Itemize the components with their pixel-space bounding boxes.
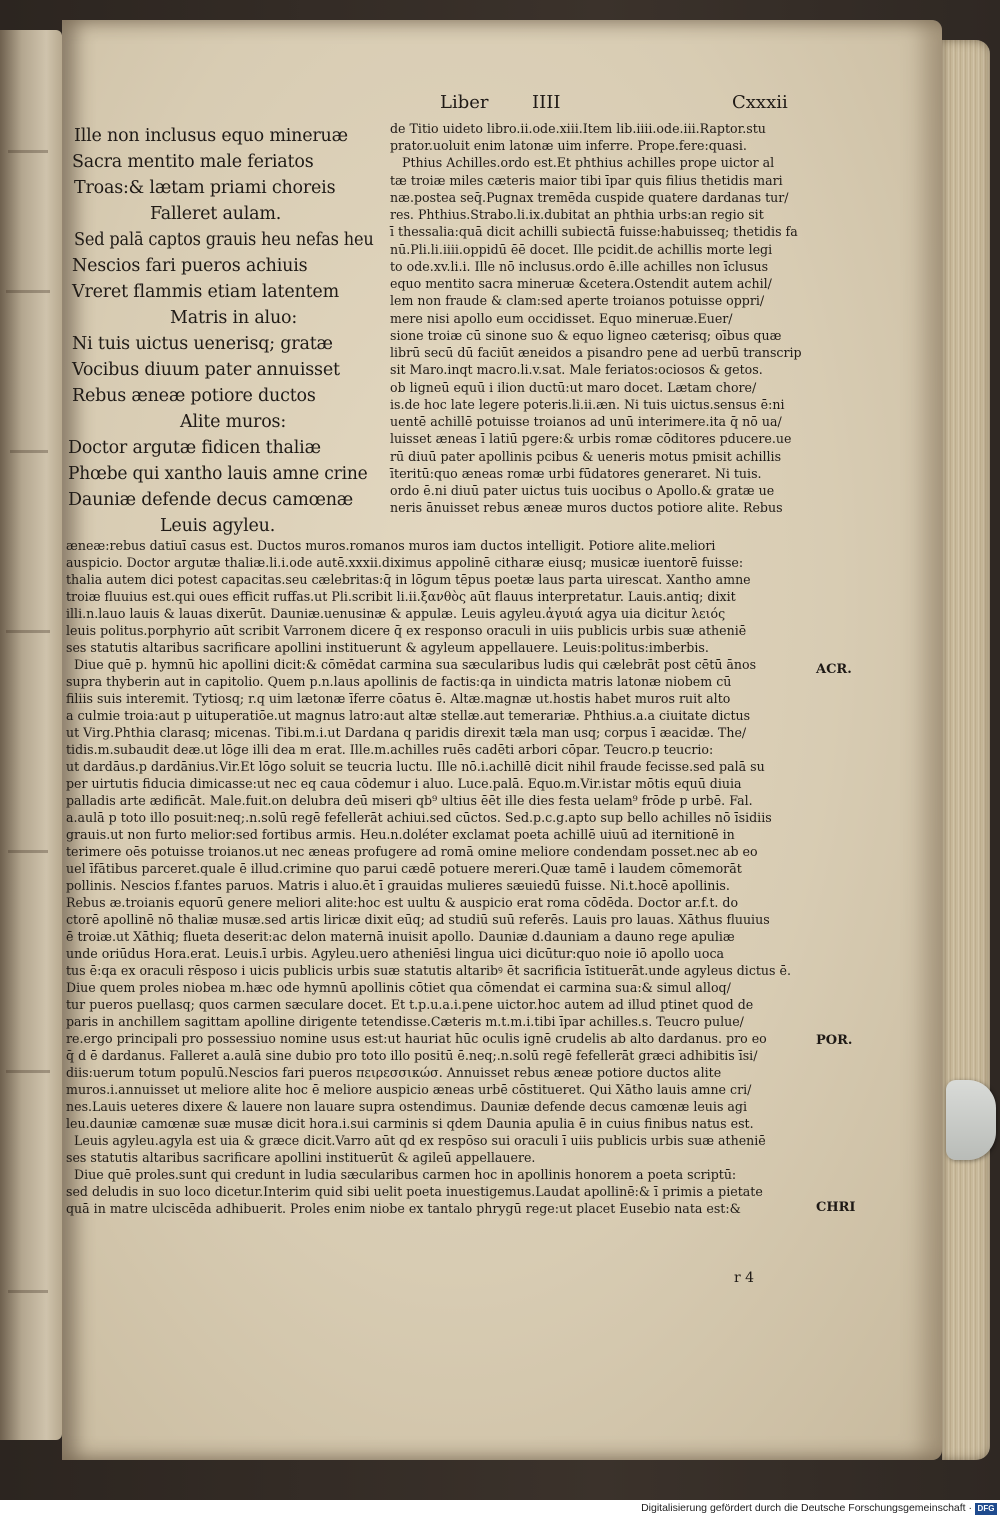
paper-bookmark-tab — [946, 1080, 996, 1160]
commentary-line: supra thyberin aut in capitolio. Quem p.n.laus apollinis de factis:qa in uindicta matris latonæ niobem cū — [66, 674, 732, 689]
commentary-line: nes.Lauis ueteres dixere & lauere non lauare supra ostendimus. Dauniæ defende decus camœnæ leuis agi — [66, 1099, 748, 1114]
commentary-line: uentē achillē potuisse troianos ad unū interimere.ita q̄ nō ua/ — [390, 414, 782, 429]
dfg-logo: DFG — [975, 1503, 997, 1515]
commentary-line: palladis arte ædificāt. Male.fuit.on delubra deū miseri qb⁹ ultius ēēt ille dies festa uelam⁹ frōde p urbē. Fal. — [66, 793, 753, 808]
marginal-note: ACR. — [816, 662, 852, 677]
commentary-line: Diue quem proles niobea m.hæc ode hymnū apollinis cōtiet qua cōmendat ei carmina sua:& simul alloq/ — [66, 980, 731, 995]
commentary-line: is.de hoc late legere poteris.li.ii.æn. Ni tuis uictus.sensus ē:ni — [390, 397, 785, 412]
commentary-line: per uirtutis fiducia dimicasse:ut nec eq caua cōdemur i aluo. Luce.palā. Equo.m.Vir.istar mōtis equū diuia — [66, 776, 742, 791]
verse-line: Rebus æneæ potiore ductos — [72, 386, 316, 406]
commentary-line: muros.i.annuisset ut meliore alite hoc ē meliore auspicio æneas urbē cōstitueret. Qui Xātho lauis amne cri/ — [66, 1082, 752, 1097]
commentary-line: pollinis. Nescios f.fantes paruos. Matris i aluo.ēt ī grauidas mulieres sæuiedū fuisse. Ni.t.hocē apollinis. — [66, 878, 730, 893]
right-page — [62, 20, 942, 1460]
commentary-line: unde oriūdus Hora.erat. Leuis.ī urbis. Agyleu.uero atheniēsi lingua uici dicūtur:quo noie iō apollo uoca — [66, 946, 725, 961]
commentary-line: tus ē:qa ex oraculi rēsposo i uicis publicis urbis suæ statutis altaribꝰ ēt sacrificia īstituerāt.unde agyleus dictus ē. — [66, 963, 791, 978]
verse-line: Phœbe qui xantho lauis amne crine — [68, 464, 368, 484]
verse-line: Sed palā captos grauis heu nefas heu — [74, 230, 374, 250]
commentary-line: troiæ fluuius est.qui oues efficit ruffas.ut Pli.scribit li.ii.ξανθὸς aūt flauus interpretatur. Lauis.antiq; dixit — [66, 589, 736, 604]
commentary-line: Pthius Achilles.ordo est.Et phthius achilles prope uictor al — [402, 155, 775, 170]
page-fore-edge — [942, 40, 990, 1460]
commentary-line: terimere oēs potuisse troianos.ut nec æneas profugere ad romā omine meliore condendam posset.nec ab eo — [66, 844, 758, 859]
verse-line: Falleret aulam. — [150, 204, 282, 224]
commentary-line: sit Maro.inqt macro.li.v.sat. Male feriatos:ociosos & getos. — [390, 362, 763, 377]
commentary-line: auspicio. Doctor argutæ thaliæ.li.i.ode autē.xxxii.diximus appolinē citharæ eiusq; musicæ iuentorē fuisse: — [66, 555, 744, 570]
funding-credit: Digitalisierung gefördert durch die Deutsche Forschungsgemeinschaft · — [641, 1502, 972, 1514]
verse-line: Nescios fari pueros achiuis — [72, 256, 308, 276]
running-head-book-number: IIII — [532, 92, 561, 113]
commentary-line: luisset æneas ī latiū pgere:& urbis romæ cōditores pducere.ue — [390, 431, 792, 446]
commentary-line: rū diuū pater apollinis pcibus & ueneris motus pmisit achillis — [390, 449, 782, 464]
commentary-line: ī thessalia:quā dicit achilli subiectā fuisse:habuisseq; thetidis fa — [390, 224, 798, 239]
commentary-line: leuis politus.porphyrio aūt scribit Varronem dicere q̄ ex responso oraculi in uiis publicis urbis suæ atheniē — [66, 623, 747, 638]
verse-line: Troas:& lætam priami choreis — [74, 178, 336, 198]
commentary-line: ctorē apollinē nō thaliæ musæ.sed artis liricæ dixit eūq; ad studiū suū referēs. Lauis pro lauas. Xāthus fluuius — [66, 912, 770, 927]
verse-line: Sacra mentito male feriatos — [72, 152, 314, 172]
commentary-line: neris ānuisset rebus æneæ muros ductos potiore alite. Rebus — [390, 500, 783, 515]
commentary-line: uel īfātibus parceret.quale ē illud.crimine quo parui cædē potuere mereri.Quæ tamē i laudem cōmemorāt — [66, 861, 742, 876]
verse-line: Ni tuis uictus uenerisq; gratæ — [72, 334, 333, 354]
commentary-line: a culmie troia:aut p uituperatiōe.ut magnus latro:aut altæ stellæ.aut temerariæ. Phthius.a.a ciuitate dictus — [66, 708, 751, 723]
folio-number: Cxxxii — [732, 92, 788, 113]
commentary-line: Leuis agyleu.agyla est uia & græce dicit.Varro aūt qd ex respōso sui oraculi ī uiis publicis urbis suæ atheniē — [74, 1133, 766, 1148]
verse-line: Vocibus diuum pater annuisset — [72, 360, 340, 380]
commentary-line: res. Phthius.Strabo.li.ix.dubitat an phthia urbs:an regio sit — [390, 207, 764, 222]
commentary-line: ordo ē.ni diuū pater uictus tuis uocibus o Apollo.& gratæ ue — [390, 483, 775, 498]
verse-line: Dauniæ defende decus camœnæ — [68, 490, 354, 510]
commentary-line: leu.dauniæ camœnæ suæ musæ dicit hora.i.sui carminis si qdem Daunia apulia ē in cuius finibus natus est. — [66, 1116, 754, 1131]
marginal-note: POR. — [816, 1033, 853, 1048]
commentary-line: sione troiæ cū sinone suo & equo ligneo cæterisq; oībus quæ — [390, 328, 782, 343]
commentary-line: sed deludis in suo loco dicetur.Interim quid sibi uelit poeta inuestigemus.Laudat apollinē:& ī primis a pietate — [66, 1184, 763, 1199]
commentary-line: mere nisi apollo eum occidisset. Equo mineruæ.Euer/ — [390, 311, 733, 326]
commentary-line: equo mentito sacra mineruæ &cetera.Ostendit autem achil/ — [390, 276, 772, 291]
commentary-line: nū.Pli.li.iiii.oppidū ēē docet. Ille pcidit.de achillis morte legi — [390, 242, 773, 257]
commentary-line: grauis.ut non furto melior:sed fortibus armis. Heu.n.doléter exclamat poeta achillē uiuū ad iternitionē in — [66, 827, 735, 842]
commentary-line: ses statutis altaribus sacrificare apollini instituerunt & agyleum appellauere. Leuis:politus:imberbis. — [66, 640, 709, 655]
commentary-line: tæ troiæ miles cæteris maior tibi īpar quis filius thetidis mari — [390, 173, 783, 188]
commentary-line: īteritū:quo æneas romæ urbi fūdatores generaret. Ni tuis. — [390, 466, 762, 481]
commentary-line: æneæ:rebus datiuī casus est. Ductos muros.romanos muros iam ductos intelligit. Potiore alite.meliori — [66, 538, 716, 553]
commentary-line: filiis suis interemit. Tytiosq; r.q uim lætonæ īferre cōatus ē. Altæ.magnæ ut.hostis habet muros ruit alto — [66, 691, 731, 706]
commentary-line: q̄ d ē dardanus. Falleret a.aulā sine dubio pro toto illo positū ē.neq;.n.solū regē fefellerāt græci adhibitis īsi/ — [66, 1048, 758, 1063]
commentary-line: prator.uoluit enim latonæ uim inferre. Prope.fere:quasi. — [390, 138, 747, 153]
commentary-line: ses statutis altaribus sacrificare apollini instituerūt & agileū appellauere. — [66, 1150, 536, 1165]
verse-line: Matris in aluo: — [170, 308, 298, 328]
commentary-line: Diue quē p. hymnū hic apollini dicit:& cōmēdat carmina sua sæcularibus ludis qui cælebrāt post cētū ānos — [74, 657, 757, 672]
verse-line: Leuis agyleu. — [160, 516, 276, 536]
commentary-line: thalia autem dici potest capacitas.seu cælebritas:q̄ in lōgum tēpus poetæ laus parta uirescat. Xantho amne — [66, 572, 751, 587]
commentary-line: librū secū dū faciūt æneidos a pisandro pene ad uerbū transcrip — [390, 345, 802, 360]
marginal-note: CHRI — [816, 1200, 856, 1215]
verse-line: Vreret flammis etiam latentem — [72, 282, 339, 302]
commentary-line: diis:uerum totum populū.Nescios fari pueros πειρεσσικώσ. Annuisset rebus æneæ potiore ductos alite — [66, 1065, 722, 1080]
commentary-line: to ode.xv.li.i. Ille nō inclusus.ordo ē.ille achilles non īclusus — [390, 259, 769, 274]
commentary-line: tidis.m.subaudit deæ.ut lōge illi dea m erat. Ille.m.achilles ruēs cadēti arbori cōpar. Teucro.p teucrio: — [66, 742, 714, 757]
running-head-liber: Liber — [440, 92, 489, 113]
commentary-line: lem non fraude & clam:sed aperte troianos potuisse oppri/ — [390, 293, 765, 308]
commentary-line: ut dardāus.p dardānius.Vir.Et lōgo soluit se teucria luctu. Ille nō.i.achillē dicit nihil fraude fecisse.sed palā su — [66, 759, 765, 774]
commentary-line: Rebus æ.troianis equorū genere meliori alite:hoc est uultu & auspicio erat roma cōdēda. Doctor ar.f.t. do — [66, 895, 739, 910]
commentary-line: a.aulā p toto illo posuit:neq;.n.solū regē fefellerāt achiui.sed cūctos. Sed.p.c.g.apto sup bello achilles nō īsidiis — [66, 810, 772, 825]
commentary-line: tur pueros puellasq; quos carmen sæculare docet. Et t.p.u.a.i.pene uictor.hoc autem ad illud ptinet quod de — [66, 997, 754, 1012]
verse-line: Ille non inclusus equo mineruæ — [74, 126, 348, 146]
commentary-line: quā in matre ulciscēda adhibuerit. Proles enim niobe ex tantalo phrygū rege:ut placet Eusebio nata est:& — [66, 1201, 741, 1216]
commentary-line: Diue quē proles.sunt qui credunt in ludia sæcularibus carmen hoc in apollinis honorem a poeta scriptū: — [74, 1167, 737, 1182]
verse-line: Alite muros: — [180, 412, 287, 432]
signature-mark: r 4 — [734, 1270, 755, 1286]
digitization-footer — [0, 1500, 1000, 1518]
verse-line: Doctor argutæ fidicen thaliæ — [68, 438, 321, 458]
commentary-line: paris in anchillem sagittam apolline dirigente tetendisse.Cæteris m.t.m.i.tibi īpar achilles.s. Teucro pulue/ — [66, 1014, 744, 1029]
commentary-line: ē troiæ.ut Xāthiq; flueta deserit:ac delon maternā inuisit apollo. Dauniæ d.dauniam a dauno rege apuliæ — [66, 929, 735, 944]
commentary-line: de Titio uideto libro.ii.ode.xiii.Item lib.iiii.ode.iii.Raptor.stu — [390, 121, 766, 136]
left-page-edge — [0, 30, 62, 1440]
commentary-line: næ.postea seq̄.Pugnax tremēda cuspide quatere dardanas tur/ — [390, 190, 789, 205]
commentary-line: re.ergo principali pro possessiuo nomine usus est:ut hauriat hūc oculis ignē crudelis ab alto dardanus. pro eo — [66, 1031, 767, 1046]
commentary-line: ut Virg.Phthia clarasq; micenas. Tibi.m.i.ut Dardana q paridis direxit tæla man usq; corpus ī æacidæ. The/ — [66, 725, 747, 740]
commentary-line: ob ligneū equū i ilion ductū:ut maro docet. Lætam chore/ — [390, 380, 757, 395]
commentary-line: illi.n.lauo lauis & lauas dixerūt. Dauniæ.uenusinæ & appulæ. Leuis agyleu.ἀγυιά agya uia dicitur λειός — [66, 606, 726, 621]
